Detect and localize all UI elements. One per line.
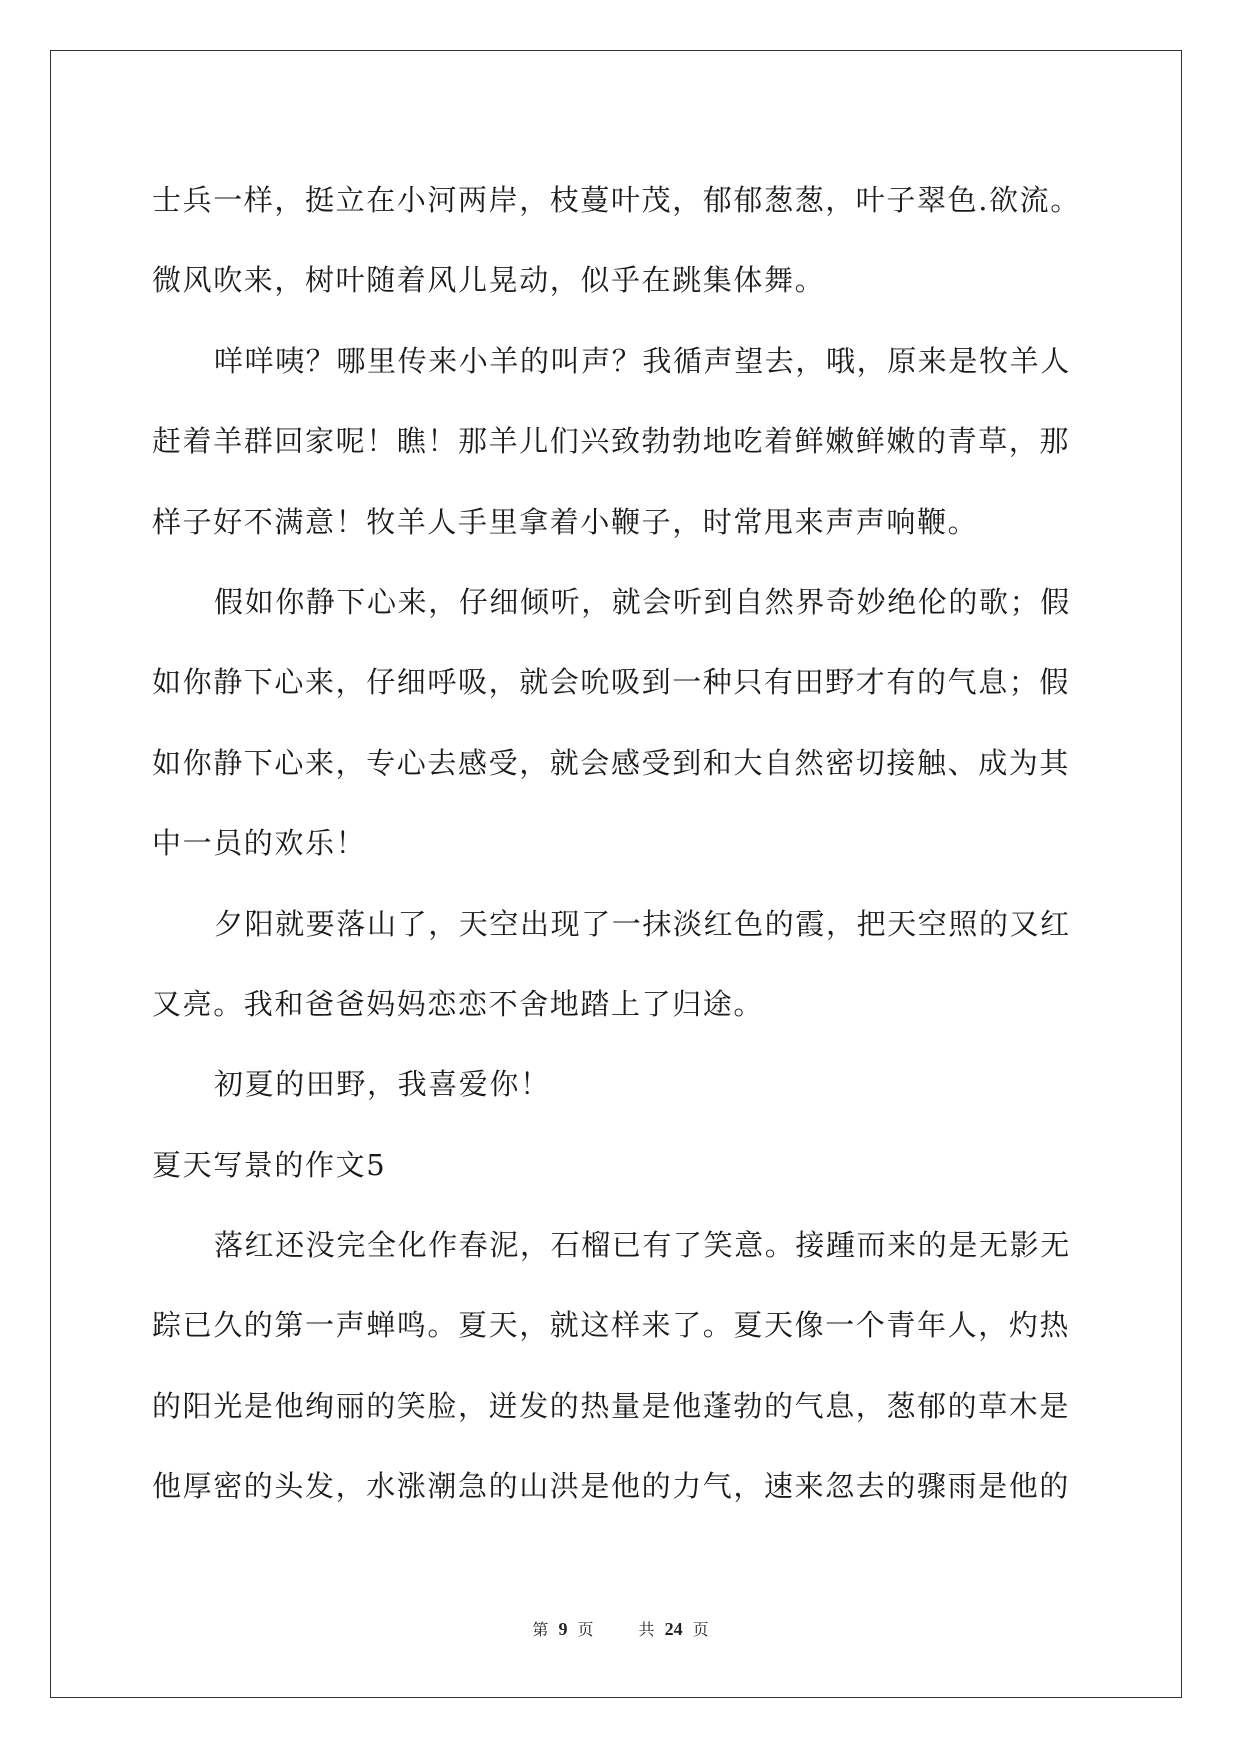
text-line: 微风吹来，树叶随着风儿晃动，似乎在跳集体舞。 [152, 263, 826, 298]
total-suffix: 页 [692, 1620, 709, 1639]
current-page: 9 [558, 1619, 568, 1639]
page-number [522, 1620, 603, 1639]
total-pages: 24 [664, 1619, 683, 1639]
text-line: 咩咩咦？哪里传来小羊的叫声？我循声望去，哦，原来是牧羊人 [214, 343, 1071, 378]
text-line: 假如你静下心来，仔细倾听，就会听到自然界奇妙绝伦的歌；假 [214, 584, 1071, 619]
text-line: 夕阳就要落山了，天空出现了一抹淡红色的霞，把天空照的又红 [214, 906, 1071, 941]
text-line: 如你静下心来，仔细呼吸，就会吮吸到一种只有田野才有的气息；假 [152, 665, 1071, 700]
document-body [152, 160, 1092, 1527]
text-line: 赶着羊群回家呢！瞧！那羊儿们兴致勃勃地吃着鲜嫩鲜嫩的青草，那 [152, 424, 1071, 459]
text-line: 踪已久的第一声蝉鸣。夏天，就这样来了。夏天像一个青年人，灼热 [152, 1308, 1071, 1343]
text-line: 士兵一样，挺立在小河两岸，枝蔓叶茂，郁郁葱葱，叶子翠色.欲流。 [152, 183, 1081, 217]
text-line: 初夏的田野，我喜爱你！ [214, 1067, 551, 1102]
page-suffix: 页 [577, 1620, 594, 1639]
text-line: 样子好不满意！牧羊人手里拿着小鞭子，时常甩来声声响鞭。 [152, 504, 979, 539]
text-line: 又亮。我和爸爸妈妈恋恋不舍地踏上了归途。 [152, 986, 765, 1021]
text-line: 的阳光是他绚丽的笑脸，迸发的热量是他蓬勃的气息，葱郁的草木是 [152, 1388, 1071, 1423]
total-prefix: 共 [638, 1620, 655, 1639]
text-line: 他厚密的头发，水涨潮急的山洪是他的力气，速来忽去的骤雨是他的 [152, 1469, 1071, 1504]
text-line: 中一员的欢乐！ [152, 826, 367, 861]
page-prefix: 第 [532, 1620, 549, 1639]
text-line: 如你静下心来，专心去感受，就会感受到和大自然密切接触、成为其 [152, 745, 1071, 780]
page-footer [0, 1617, 1241, 1640]
page-total [629, 1620, 719, 1639]
section-heading: 夏天写景的作文5 [152, 1147, 387, 1182]
text-line: 落红还没完全化作春泥，石榴已有了笑意。接踵而来的是无影无 [214, 1228, 1071, 1263]
